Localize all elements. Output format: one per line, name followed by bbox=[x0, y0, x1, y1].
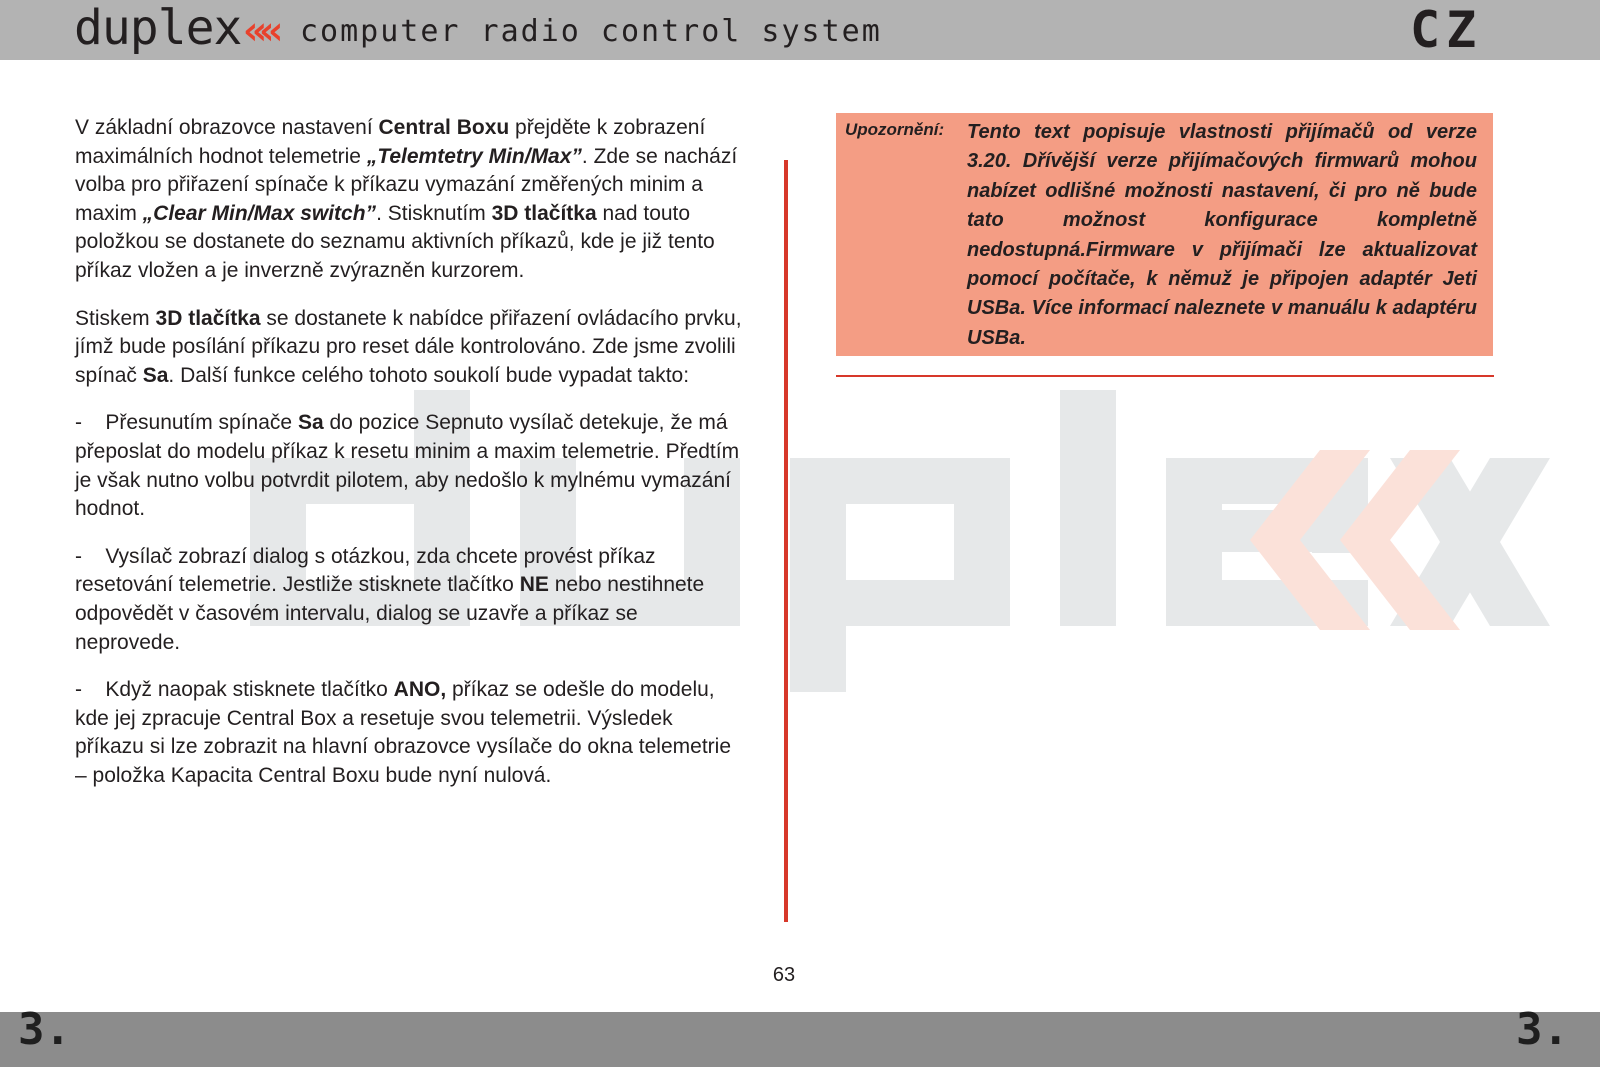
text-run: nad touto položkou se dostanete do seznamu aktivních příkazů, kde je již tento příkaz vložen a je inverzně zvýrazněn kurzorem. bbox=[75, 201, 715, 282]
watermark-chevron-icon bbox=[1250, 450, 1490, 630]
chapter-number-left: 3. bbox=[18, 1004, 71, 1055]
list-item-2 bbox=[75, 543, 747, 657]
page-footer bbox=[0, 1012, 1600, 1067]
list-item-3 bbox=[75, 676, 747, 790]
note-underline bbox=[836, 375, 1494, 377]
paragraph-1 bbox=[75, 114, 747, 286]
bold-run: ANO, bbox=[393, 678, 447, 702]
text-run: . Další funkce celého tohoto soukolí bude vypadat takto: bbox=[168, 363, 690, 387]
page-header bbox=[0, 0, 1600, 60]
bold-run: NE bbox=[519, 573, 549, 597]
text-run: příkaz se odešle do modelu, kde jej zpracuje Central Box a resetuje svou telemetrii. Výsledek příkazu si lze zobrazit na hlavní obrazovce vysílače do okna telemetrie – položka Kapacita Central Boxu bude nyní nulová. bbox=[75, 678, 737, 787]
bold-run: 3D tlačítka bbox=[155, 306, 261, 330]
paragraph-2 bbox=[75, 305, 747, 391]
list-item-1 bbox=[75, 409, 747, 523]
bold-italic-run: „Clear Min/Max switch” bbox=[142, 201, 377, 225]
bold-italic-run: „Telemtetry Min/Max” bbox=[366, 144, 582, 168]
text-run: . Stisknutím bbox=[376, 201, 492, 225]
bold-run: Central Boxu bbox=[378, 116, 510, 139]
chapter-number-right: 3. bbox=[1516, 1004, 1569, 1055]
text-run: - Přesunutím spínače bbox=[75, 411, 298, 435]
note-text: Tento text popisuje vlastnosti přijímačů od verze 3.20. Dřívější verze přijímačových firmwarů mohou nabízet odlišné možnosti nastavení, či pro ně bude tato možnost konfigurace kompletně nedostupná.Firmware v přijímači lze aktualizovat pomocí počítače, k němuž je připojen adaptér Jeti USBa. Více informací naleznete v manuálu k adaptéru USBa. bbox=[967, 121, 1477, 349]
duplex-logo bbox=[74, 0, 274, 61]
main-text-column bbox=[75, 114, 747, 809]
note-label: Upozornění: bbox=[845, 120, 945, 139]
text-run: přejděte k zobrazení maximálních hodnot telemetrie bbox=[75, 116, 706, 168]
bold-run: Sa bbox=[297, 411, 324, 435]
text-run: nebo nestihnete odpovědět v časovém intervalu, dialog se uzavře a příkaz se neprovede. bbox=[75, 573, 711, 654]
logo-text: duplex bbox=[74, 0, 242, 56]
text-run: . Zde se nachází volba pro přiřazení spínače k příkazu vymazání změřených minim a maxim bbox=[75, 144, 738, 225]
text-run: V základní obrazovce nastavení bbox=[75, 116, 379, 139]
bold-run: Sa bbox=[142, 363, 169, 387]
page-number: 63 bbox=[772, 964, 796, 986]
bold-run: 3D tlačítka bbox=[491, 201, 597, 225]
text-run: - Když naopak stisknete tlačítko bbox=[75, 678, 394, 702]
text-run: do pozice Sepnuto vysílač detekuje, že má přeposlat do modelu příkaz k resetu minim a maxim telemetrie. Předtím je však nutno volbu potvrdit pilotem, aby nedošlo k mylnému vymazání hodnot. bbox=[75, 411, 745, 521]
text-run: Stiskem bbox=[75, 306, 156, 330]
text-run: se dostanete k nabídce přiřazení ovládacího prvku, jímž bude posílání příkazu pro reset dále kontrolováno. Zde jsme zvolili spínač bbox=[75, 306, 742, 387]
column-divider bbox=[784, 160, 788, 922]
logo-chevron-icon-2: « bbox=[259, 8, 274, 54]
warning-note bbox=[836, 113, 1493, 356]
language-code: CZ bbox=[1410, 1, 1483, 59]
header-subtitle: computer radio control system bbox=[300, 14, 882, 49]
logo-chevron-icon: « bbox=[243, 8, 258, 54]
text-run: - Vysílač zobrazí dialog s otázkou, zda chcete provést příkaz resetování telemetrie. Jestliže stisknete tlačítko bbox=[75, 544, 662, 597]
